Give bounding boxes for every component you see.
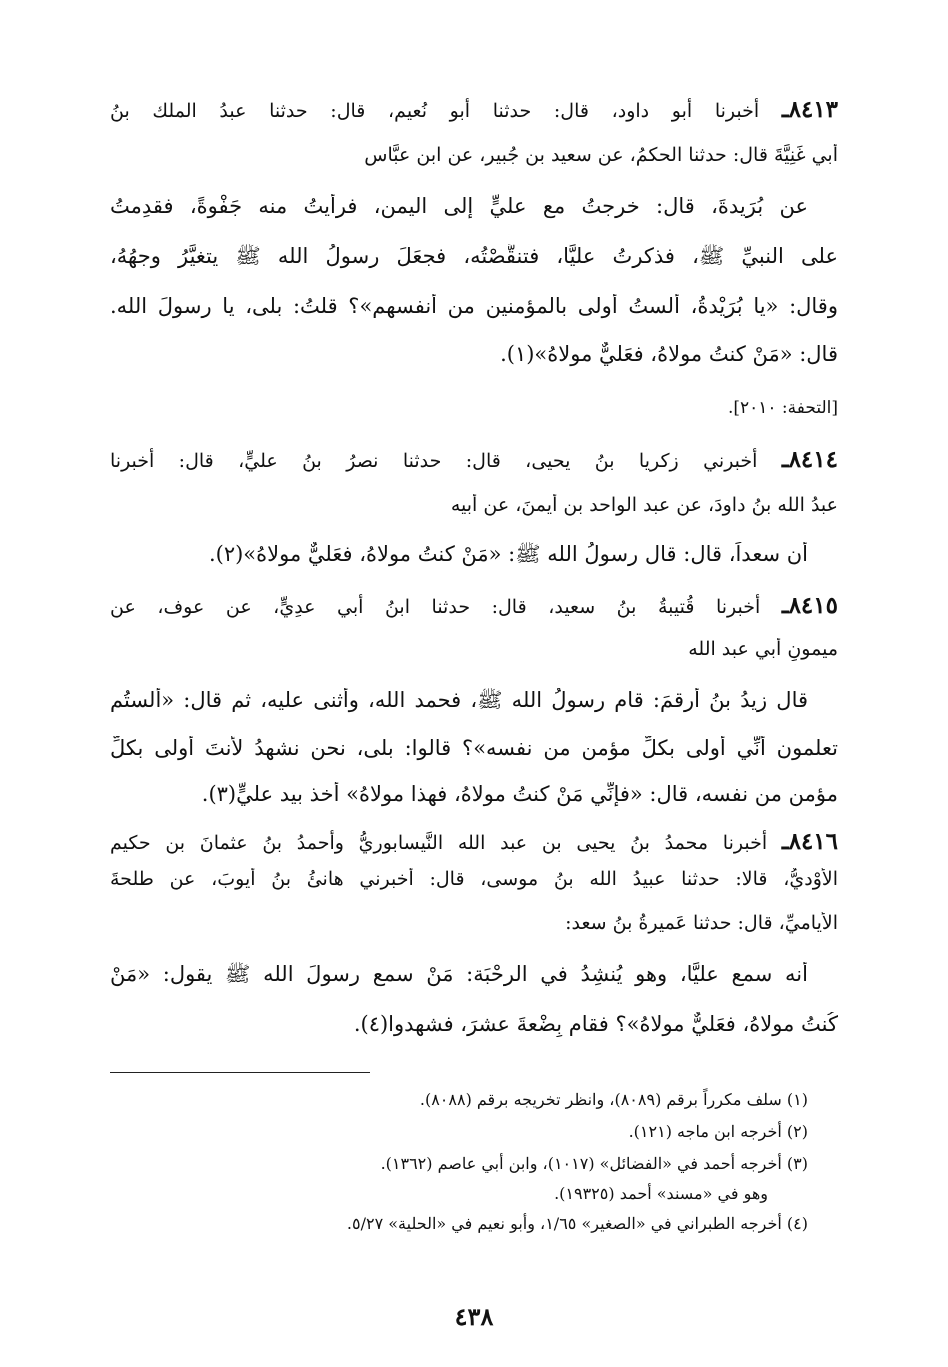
hadith-8416-matn-line-1: أنه سمع عليًّا، وهو يُنشِدُ في الرحْبَة: مَنْ سمع رسولَ الله ﷺ يقول: «مَنْ xyxy=(110,962,808,986)
isnad-text: أخبرنا قُتيبةُ بنُ سعيد، قال: حدثنا ابنُ أبي عدِيٍّ، عن عوف، عن xyxy=(110,596,761,618)
footnote-4: (٤) أخرجه الطبراني في «الصغير» ١/٦٥، وأبو نعيم في «الحلية» ٥/٢٧. xyxy=(346,1214,808,1233)
hadith-8414-isnad-line-2: عبدُ الله بنُ داودَ، عن عبد الواحد بن أيمنَ، عن أبيه xyxy=(450,494,838,516)
footnote-divider xyxy=(110,1072,370,1073)
hadith-8415-matn-line-1: قال زيدُ بنُ أرقمَ: قام رسولُ الله ﷺ، فحمد الله، وأثنى عليه، ثم قال: «ألستُم xyxy=(110,688,808,712)
hadith-8415-isnad-line-1 xyxy=(110,592,838,620)
tuhfa-reference: [التحفة: ٢٠١٠]. xyxy=(727,398,838,418)
page-number: ٤٣٨ xyxy=(454,1302,494,1331)
hadith-8416-isnad-line-3: الأياميِّ، قال: حدثنا عَميرةُ بنُ سعد: xyxy=(565,912,838,934)
hadith-8416-matn-line-2: كُنتُ مولاهُ، فعَليٌّ مولاهُ»؟ فقام بِضْعةَ عشرَ، فشهِدوا(٤). xyxy=(353,1012,838,1036)
isnad-text: أخبرنا أبو داود، قال: حدثنا أبو نُعيم، قال: حدثنا عبدُ الملك بنُ xyxy=(110,100,760,122)
footnote-2: (٢) أخرجه ابن ماجه (١٢١). xyxy=(628,1122,808,1141)
hadith-8415-matn-line-3: مؤمنٍ من نفسه، قال: «فإنِّي مَنْ كنتُ مولاهُ، فهذا مولاهُ» أخذ بيد عليٍّ(٣). xyxy=(201,782,838,806)
isnad-text: أخبرنا محمدُ بنُ يحيى بن عبد الله النَّيسابوريُّ وأحمدُ بنُ عثمانَ بن حكيم xyxy=(110,832,768,854)
hadith-8414-isnad-line-1 xyxy=(110,446,838,474)
hadith-number: ٨٤١٥ـ xyxy=(781,592,838,619)
hadith-8413-isnad-line-1 xyxy=(110,96,838,124)
footnote-3-continued: وهو في «مسند» أحمد (١٩٣٢٥). xyxy=(554,1184,768,1203)
footnote-1: (١) سلف مكرراً برقم (٨٠٨٩)، وانظر تخريجه برقم (٨٠٨٨). xyxy=(419,1090,808,1109)
hadith-8413-matn-line-2: على النبيِّ ﷺ، فذكرتُ عليًّا، فتنقَّصْتُه، فجعَلَ رسولُ الله ﷺ يتغيَّرُ وجهُهُ، xyxy=(110,244,838,268)
footnote-3: (٣) أخرجه أحمد في «الفضائل» (١٠١٧)، وابن أبي عاصم (١٣٦٢). xyxy=(380,1154,808,1173)
hadith-8414-matn-line-1: أن سعداً، قال: قال رسولُ الله ﷺ: «مَنْ كنتُ مولاهُ، فعَليٌّ مولاهُ»(٢). xyxy=(208,542,808,566)
hadith-8413-matn-line-3: وقال: «يا بُرَيْدةُ، ألستُ أولى بالمؤمنين من أنفسهم»؟ قلتُ: بلى، يا رسولَ الله. xyxy=(110,294,838,318)
hadith-number: ٨٤١٣ـ xyxy=(781,96,838,123)
hadith-8416-isnad-line-2: الأَوْديُّ، قالا: حدثنا عبيدُ الله بنُ موسى، قال: أخبرني هانئُ بنُ أيوبَ، عن طلحةَ xyxy=(110,868,838,890)
hadith-8416-isnad-line-1 xyxy=(110,828,838,856)
hadith-8413-isnad-line-2: أبي غَنِيَّةَ قال: حدثنا الحكمُ، عن سعيد بن جُبير، عن ابن عبَّاس xyxy=(364,144,838,166)
hadith-number: ٨٤١٤ـ xyxy=(781,446,838,473)
hadith-8415-isnad-line-2: ميمونٍ أبي عبد الله xyxy=(688,638,838,660)
hadith-8413-matn-line-4: قال: «مَنْ كنتُ مولاهُ، فعَليٌّ مولاهُ»(١). xyxy=(500,342,838,366)
hadith-8413-matn-line-1: عن بُرَيدةَ، قال: خرجتُ مع عليٍّ إلى اليمن، فرأيتُ منه جَفْوةً، فقدِمتُ xyxy=(110,194,808,218)
hadith-number: ٨٤١٦ـ xyxy=(781,828,838,855)
hadith-8415-matn-line-2: تعلمون أنِّي أولى بكلِّ مؤمنٍ من نفسه»؟ قالوا: بلى، نحن نشهدُ لأنتَ أولى بكلِّ xyxy=(110,736,838,760)
isnad-text: أخبرني زكريا بنُ يحيى، قال: حدثنا نصرُ بنُ عليٍّ، قال: أخبرنا xyxy=(110,450,758,472)
